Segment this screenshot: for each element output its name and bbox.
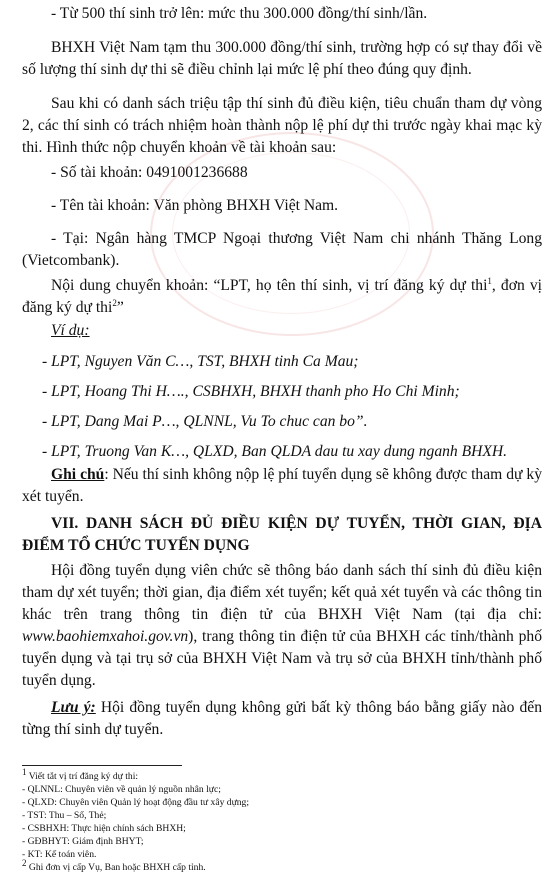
- account-name: - Tên tài khoản: Văn phòng BHXH Việt Nam.: [51, 197, 339, 214]
- note-paragraph: Ghi chú: Nếu thí sinh không nộp lệ phí tuyển dụng sẽ không được tham dự kỳ xét tuyển.: [22, 466, 542, 505]
- footnote-item: - TST: Thu – Sổ, Thẻ;: [22, 810, 107, 821]
- fee-tier-500: - Từ 500 thí sinh trở lên: mức thu 300.000 đồng/thí sinh/lần.: [51, 5, 428, 22]
- footnote-item: - GĐBHYT: Giám định BHYT;: [22, 836, 144, 847]
- account-number: - Số tài khoản: 0491001236688: [51, 164, 248, 181]
- footnote-ref-2[interactable]: 2: [112, 297, 117, 308]
- temporary-fee-paragraph: BHXH Việt Nam tạm thu 300.000 đồng/thí sinh, trường hợp có sự thay đổi về số lượng thí sinh dự thi sẽ điều chỉnh lại mức lệ phí theo đúng quy định.: [22, 39, 542, 78]
- transfer-content: Nội dung chuyển khoản: “LPT, họ tên thí sinh, vị trí đăng ký dự thi$^1$, đơn vị đăng ký dự thi$^2$”: [22, 275, 542, 316]
- footnote-2: $^2$ Ghi đơn vị cấp Vụ, Ban hoặc BHXH cấp tỉnh.: [22, 857, 206, 873]
- website-url[interactable]: www.baohiemxahoi.gov.vn: [22, 628, 189, 645]
- section-heading: VII. DANH SÁCH ĐỦ ĐIỀU KIỆN DỰ TUYỂN, THỜI GIAN, ĐỊA ĐIỂM TỔ CHỨC TUYỂN DỤNG: [22, 515, 542, 554]
- remark-paragraph: Lưu ý: Hội đồng tuyển dụng không gửi bất kỳ thông báo bằng giấy nào đến từng thí sinh dự tuyển.: [22, 699, 542, 738]
- footnote-item: - QLXD: Chuyên viên Quản lý hoạt động đầu tư xây dựng;: [22, 797, 250, 808]
- example-label: Ví dụ:: [51, 322, 90, 339]
- example-item: - LPT, Hoang Thi H…., CSBHXH, BHXH thanh pho Ho Chi Minh;: [42, 383, 460, 400]
- footnote-item: - CSBHXH: Thực hiện chính sách BHXH;: [22, 823, 186, 834]
- bank-name: - Tại: Ngân hàng TMCP Ngoại thương Việt Nam chi nhánh Thăng Long (Vietcombank).: [22, 230, 542, 269]
- example-item: - LPT, Nguyen Văn C…, TST, BHXH tinh Ca Mau;: [42, 353, 359, 370]
- example-item: - LPT, Dang Mai P…, QLNNL, Vu To chuc can bo”.: [42, 413, 368, 430]
- announcement-paragraph: Hội đồng tuyển dụng viên chức sẽ thông báo danh sách thí sinh đủ điều kiện tham dự xét tuyển; thời gian, địa điểm xét tuyển; kết quả xét tuyển và các thông tin khác trên trang thông tin điện tử của BHXH Việt Nam (tại địa chỉ: www.baohiemxahoi.gov.vn), trang thông tin điện tử của BHXH các tỉnh/thành phố tuyển dụng và tại trụ sở của BHXH Việt Nam và trụ sở của BHXH tỉnh/thành phố tuyển dụng.: [22, 562, 542, 689]
- footnote-item: - QLNNL: Chuyên viên về quản lý nguồn nhân lực;: [22, 784, 221, 795]
- note-label: Ghi chú: [51, 466, 105, 483]
- example-item: - LPT, Truong Van K…, QLXD, Ban QLDA dau tu xay dung nganh BHXH.: [42, 443, 508, 460]
- remark-label: Lưu ý:: [51, 699, 96, 716]
- footnote-item: - KT: Kế toán viên.: [22, 849, 97, 860]
- footnote-separator: [22, 765, 182, 766]
- payment-instructions-paragraph: Sau khi có danh sách triệu tập thí sinh đủ điều kiện, tiêu chuẩn tham dự vòng 2, các thí sinh có trách nhiệm hoàn thành nộp lệ phí dự thi trước ngày khai mạc kỳ thi. Hình thức nộp chuyển khoản về tài khoản sau:: [22, 95, 542, 156]
- footnote-ref-1[interactable]: 1: [487, 275, 492, 286]
- footnote-1-title: $^1$ Viết tắt vị trí đăng ký dự thi:: [22, 766, 139, 782]
